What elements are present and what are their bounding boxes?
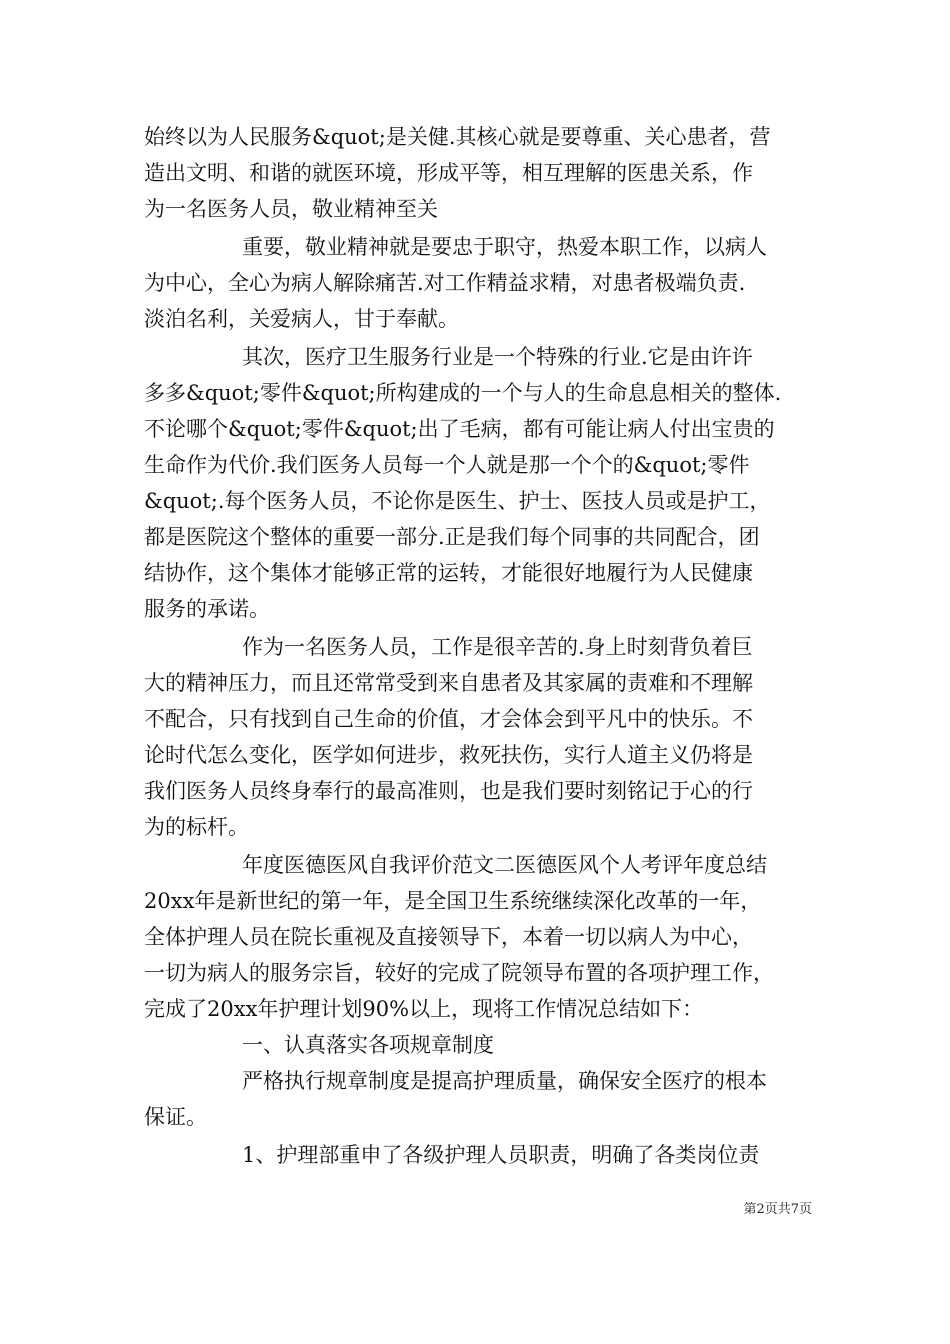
text-line: 始终以为人民服务&quot;是关健.其核心就是要尊重、关心患者，营: [144, 125, 771, 149]
page-number-footer: 第2页共7页: [743, 1202, 812, 1217]
paragraph-first-line: 作为一名医务人员，工作是很辛苦的.身上时刻背负着巨: [242, 635, 753, 659]
text-line: 我们医务人员终身奉行的最高准则，也是我们要时刻铭记于心的行: [144, 779, 753, 803]
text-line: 论时代怎么变化，医学如何进步，救死扶伤，实行人道主义仍将是: [144, 743, 753, 767]
text-line: 20xx年是新世纪的第一年，是全国卫生系统继续深化改革的一年，: [144, 889, 762, 913]
text-line: 结协作，这个集体才能够正常的运转，才能很好地履行为人民健康: [144, 561, 753, 585]
text-line: 造出文明、和谐的就医环境，形成平等，相互理解的医患关系，作: [144, 161, 753, 185]
paragraph-first-line: 严格执行规章制度是提高护理质量，确保安全医疗的根本: [242, 1069, 767, 1093]
text-line: 多多&quot;零件&quot;所构建成的一个与人的生命息息相关的整体.: [144, 381, 782, 405]
paragraph-first-line: 年度医德医风自我评价范文二医德医风个人考评年度总结: [242, 853, 767, 877]
text-line: 为的标杆。: [144, 815, 249, 839]
text-line: 都是医院这个整体的重要一部分.正是我们每个同事的共同配合，团: [144, 525, 760, 549]
text-line: &quot;.每个医务人员，不论你是医生、护士、医技人员或是护工，: [144, 489, 771, 513]
document-body: [144, 119, 812, 1173]
text-line: 一切为病人的服务宗旨，较好的完成了院领导布置的各项护理工作，: [144, 961, 774, 985]
paragraph-first-line: 1、护理部重申了各级护理人员职责，明确了各类岗位责: [242, 1143, 760, 1167]
text-line: 为中心，全心为病人解除痛苦.对工作精益求精，对患者极端负责.: [144, 271, 746, 295]
text-line: 完成了20xx年护理计划90%以上，现将工作情况总结如下：: [144, 997, 704, 1021]
text-line: 全体护理人员在院长重视及直接领导下，本着一切以病人为中心，: [144, 925, 753, 949]
paragraph-first-line: 重要，敬业精神就是要忠于职守，热爱本职工作，以病人: [242, 235, 767, 259]
text-line: 服务的承诺。: [144, 597, 270, 621]
section-heading: 一、认真落实各项规章制度: [242, 1033, 494, 1057]
text-line: 大的精神压力，而且还常常受到来自患者及其家属的责难和不理解: [144, 671, 753, 695]
paragraph-first-line: 其次，医疗卫生服务行业是一个特殊的行业.它是由许许: [242, 345, 753, 369]
text-line: 淡泊名利，关爱病人，甘于奉献。: [144, 307, 459, 331]
text-line: 为一名医务人员，敬业精神至关: [144, 197, 438, 221]
text-line: 不配合，只有找到自己生命的价值，才会体会到平凡中的快乐。不: [144, 707, 753, 731]
text-line: 保证。: [144, 1105, 207, 1129]
text-line: 不论哪个&quot;零件&quot;出了毛病，都有可能让病人付出宝贵的: [144, 417, 775, 441]
text-line: 生命作为代价.我们医务人员每一个人就是那一个个的&quot;零件: [144, 453, 750, 477]
